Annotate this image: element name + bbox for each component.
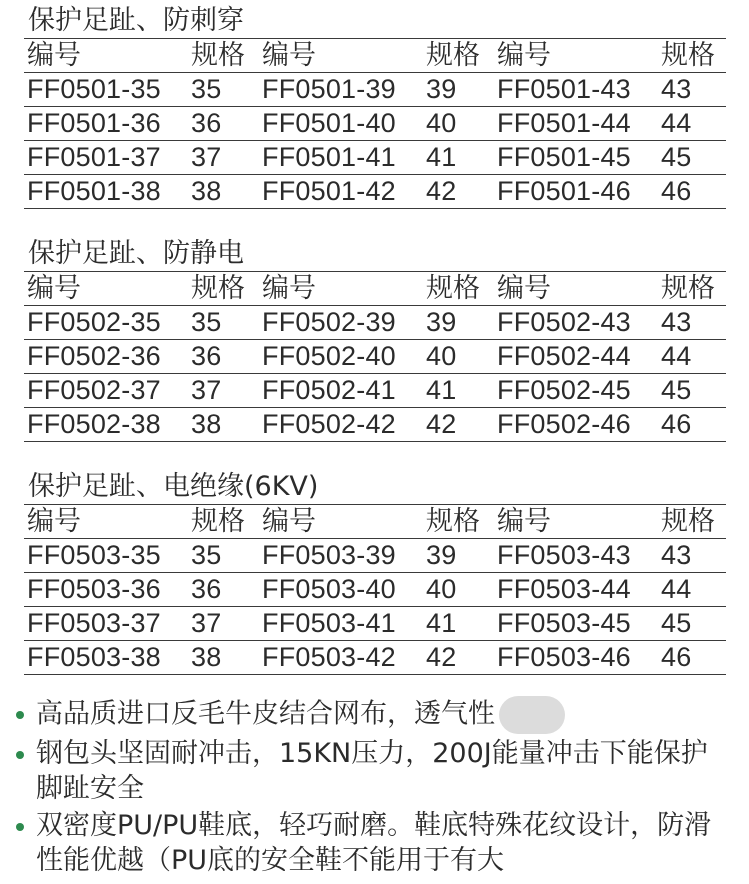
shoe-size: 40 [426, 341, 457, 371]
table-row [24, 374, 726, 408]
col-header-code: 编号 [497, 273, 551, 304]
feature-text: 双密度PU/PU鞋底，轻巧耐磨。鞋底特殊花纹设计，防滑性能优越（PU底的安全鞋不能用于有大 [36, 810, 712, 876]
spec-table [24, 38, 726, 209]
section-insulation [24, 470, 726, 675]
feature-text: 高品质进口反毛牛皮结合网布，透气性 [36, 698, 495, 730]
product-code: FF0502-45 [497, 375, 631, 405]
section-title: 保护足趾、电绝缘(6KV) [28, 471, 319, 502]
spec-table [24, 271, 726, 442]
col-header-code: 编号 [497, 40, 551, 71]
product-code: FF0502-37 [27, 375, 161, 405]
product-code: FF0503-37 [27, 608, 161, 638]
shoe-size: 44 [661, 341, 692, 371]
product-code: FF0502-46 [497, 409, 631, 439]
product-code: FF0503-46 [497, 642, 631, 672]
shoe-size: 40 [426, 108, 457, 138]
shoe-size: 37 [191, 375, 222, 405]
shoe-size: 46 [661, 642, 692, 672]
product-code: FF0503-42 [262, 642, 396, 672]
product-code: FF0501-39 [262, 74, 396, 104]
shoe-size: 35 [191, 540, 222, 570]
product-code: FF0501-45 [497, 142, 631, 172]
table-row [24, 340, 726, 374]
spec-table [24, 504, 726, 675]
product-code: FF0501-42 [262, 176, 396, 206]
col-header-size: 规格 [661, 273, 715, 304]
table-row [24, 141, 726, 175]
product-code: FF0502-40 [262, 341, 396, 371]
col-header-code: 编号 [27, 40, 81, 71]
table-row [24, 408, 726, 442]
product-code: FF0503-39 [262, 540, 396, 570]
shoe-size: 35 [191, 307, 222, 337]
shoe-size: 36 [191, 574, 222, 604]
table-row [24, 539, 726, 573]
product-code: FF0503-44 [497, 574, 631, 604]
product-code: FF0503-38 [27, 642, 161, 672]
feature-item [14, 736, 724, 806]
shoe-size: 45 [661, 142, 692, 172]
table-header-row [24, 39, 726, 73]
col-header-size: 规格 [191, 273, 245, 304]
shoe-size: 42 [426, 176, 457, 206]
product-code: FF0503-43 [497, 540, 631, 570]
table-row [24, 607, 726, 641]
shoe-size: 36 [191, 341, 222, 371]
shoe-size: 41 [426, 375, 457, 405]
col-header-size: 规格 [661, 40, 715, 71]
shoe-size: 42 [426, 409, 457, 439]
product-code: FF0501-38 [27, 176, 161, 206]
shoe-size: 39 [426, 307, 457, 337]
col-header-code: 编号 [497, 506, 551, 537]
product-code: FF0502-43 [497, 307, 631, 337]
product-code: FF0503-35 [27, 540, 161, 570]
shoe-size: 43 [661, 540, 692, 570]
col-header-size: 规格 [661, 506, 715, 537]
shoe-size: 42 [426, 642, 457, 672]
table-header-row [24, 272, 726, 306]
product-code: FF0502-38 [27, 409, 161, 439]
col-header-code: 编号 [27, 273, 81, 304]
product-code: FF0501-43 [497, 74, 631, 104]
shoe-size: 43 [661, 307, 692, 337]
shoe-size: 38 [191, 409, 222, 439]
feature-item [14, 808, 724, 878]
product-code: FF0502-42 [262, 409, 396, 439]
col-header-size: 规格 [426, 506, 480, 537]
shoe-size: 46 [661, 176, 692, 206]
product-code: FF0501-37 [27, 142, 161, 172]
product-code: FF0501-36 [27, 108, 161, 138]
shoe-size: 46 [661, 409, 692, 439]
section-puncture [24, 4, 726, 209]
product-code: FF0502-44 [497, 341, 631, 371]
product-code: FF0503-36 [27, 574, 161, 604]
table-row [24, 175, 726, 209]
shoe-size: 44 [661, 574, 692, 604]
product-code: FF0501-46 [497, 176, 631, 206]
product-code: FF0502-35 [27, 307, 161, 337]
product-code: FF0501-44 [497, 108, 631, 138]
table-row [24, 641, 726, 675]
shoe-size: 37 [191, 142, 222, 172]
product-code: FF0503-40 [262, 574, 396, 604]
col-header-size: 规格 [191, 506, 245, 537]
shoe-size: 39 [426, 540, 457, 570]
shoe-size: 35 [191, 74, 222, 104]
product-code: FF0502-39 [262, 307, 396, 337]
shoe-size: 40 [426, 574, 457, 604]
shoe-size: 43 [661, 74, 692, 104]
product-code: FF0503-41 [262, 608, 396, 638]
col-header-code: 编号 [262, 273, 316, 304]
table-row [24, 73, 726, 107]
shoe-size: 44 [661, 108, 692, 138]
table-row [24, 306, 726, 340]
col-header-size: 规格 [191, 40, 245, 71]
shoe-size: 36 [191, 108, 222, 138]
bullet-dot-icon [16, 823, 24, 831]
shoe-size: 41 [426, 142, 457, 172]
col-header-code: 编号 [262, 506, 316, 537]
blurred-text-patch [499, 696, 565, 734]
shoe-size: 45 [661, 608, 692, 638]
bullet-dot-icon [16, 711, 24, 719]
shoe-size: 39 [426, 74, 457, 104]
table-row [24, 107, 726, 141]
shoe-size: 45 [661, 375, 692, 405]
col-header-size: 规格 [426, 40, 480, 71]
table-row [24, 573, 726, 607]
bullet-dot-icon [16, 751, 24, 759]
product-code: FF0501-41 [262, 142, 396, 172]
product-code: FF0502-41 [262, 375, 396, 405]
section-antistatic [24, 237, 726, 442]
col-header-size: 规格 [426, 273, 480, 304]
section-title: 保护足趾、防静电 [28, 238, 244, 269]
shoe-size: 38 [191, 176, 222, 206]
product-code: FF0501-40 [262, 108, 396, 138]
feature-item [14, 696, 724, 734]
col-header-code: 编号 [27, 506, 81, 537]
feature-text: 钢包头坚固耐冲击，15KN压力，200J能量冲击下能保护脚趾安全 [36, 738, 708, 804]
product-code: FF0502-36 [27, 341, 161, 371]
section-title: 保护足趾、防刺穿 [28, 5, 244, 36]
table-header-row [24, 505, 726, 539]
feature-list [14, 696, 724, 880]
shoe-size: 37 [191, 608, 222, 638]
shoe-size: 41 [426, 608, 457, 638]
shoe-size: 38 [191, 642, 222, 672]
product-code: FF0503-45 [497, 608, 631, 638]
col-header-code: 编号 [262, 40, 316, 71]
product-code: FF0501-35 [27, 74, 161, 104]
